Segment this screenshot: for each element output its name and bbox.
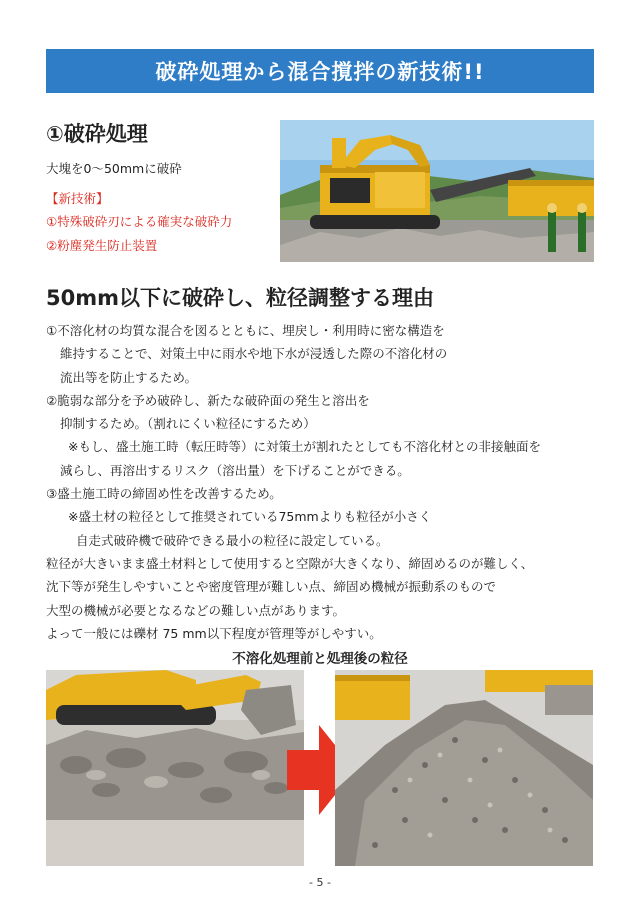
new-tech-label: 【新技術】 [46, 191, 109, 206]
crusher-photo-illustration [280, 120, 594, 262]
after-photo-illustration [335, 670, 593, 866]
page-number: - 5 - [309, 876, 331, 889]
reason-line: 減らし、再溶出するリスク（溶出量）を下げることができる。 [60, 462, 410, 478]
reason-line: よって一般には礫材 75 mm以下程度が管理等がしやすい。 [46, 625, 382, 641]
reason-line: 流出等を防止するため。 [60, 369, 198, 385]
reason-line: 抑制するため。（割れにくい粒径にするため） [60, 416, 316, 432]
new-tech-item: ①特殊破砕刃による確実な破砕力 [46, 214, 233, 229]
reason-line: ②脆弱な部分を予め破砕し、新たな破砕面の発生と溶出を [46, 392, 370, 408]
reason-line: 自走式破砕機で破砕できる最小の粒径に設定している。 [76, 532, 389, 548]
banner-title: 破砕処理から混合撹拌の新技術!! [155, 60, 485, 84]
reason-line: ③盛土施工時の締固め性を改善するため。 [46, 486, 282, 502]
reason-line: ※もし、盛土施工時（転圧時等）に対策土が割れたとしても不溶化材との非接触面を [68, 439, 541, 455]
before-photo-illustration [46, 670, 304, 866]
title-banner [46, 49, 594, 93]
before-treatment-photo [46, 670, 304, 866]
comparison-caption: 不溶化処理前と処理後の粒径 [232, 651, 408, 667]
reason-text-block [46, 319, 606, 645]
section-title-crushing: ①破砕処理 [46, 122, 148, 146]
new-tech-item: ②粉塵発生防止装置 [46, 238, 158, 253]
reason-line: ①不溶化材の均質な混合を図るとともに、埋戻し・利用時に密な構造を [46, 323, 445, 338]
reason-line: 大型の機械が必要となるなどの難しい点があります。 [46, 602, 346, 618]
section-title-reason: 50mm以下に破砕し、粒径調整する理由 [46, 286, 434, 310]
reason-line: 粒径が大きいまま盛土材料として使用すると空隙が大きくなり、締固めるのが難しく、 [46, 555, 534, 571]
reason-line: 沈下等が発生しやすいことや密度管理が難しい点、締固め機械が振動系のもので [46, 579, 497, 595]
reason-line: ※盛土材の粒径として推奨されている75mmよりも粒径が小さく [68, 509, 432, 525]
reason-line: 維持することで、対策土中に雨水や地下水が浸透した際の不溶化材の [60, 346, 448, 362]
crushing-intro: 大塊を0〜50mmに破砕 [46, 161, 182, 176]
crusher-machine-photo [280, 120, 594, 262]
after-treatment-photo [335, 670, 593, 866]
